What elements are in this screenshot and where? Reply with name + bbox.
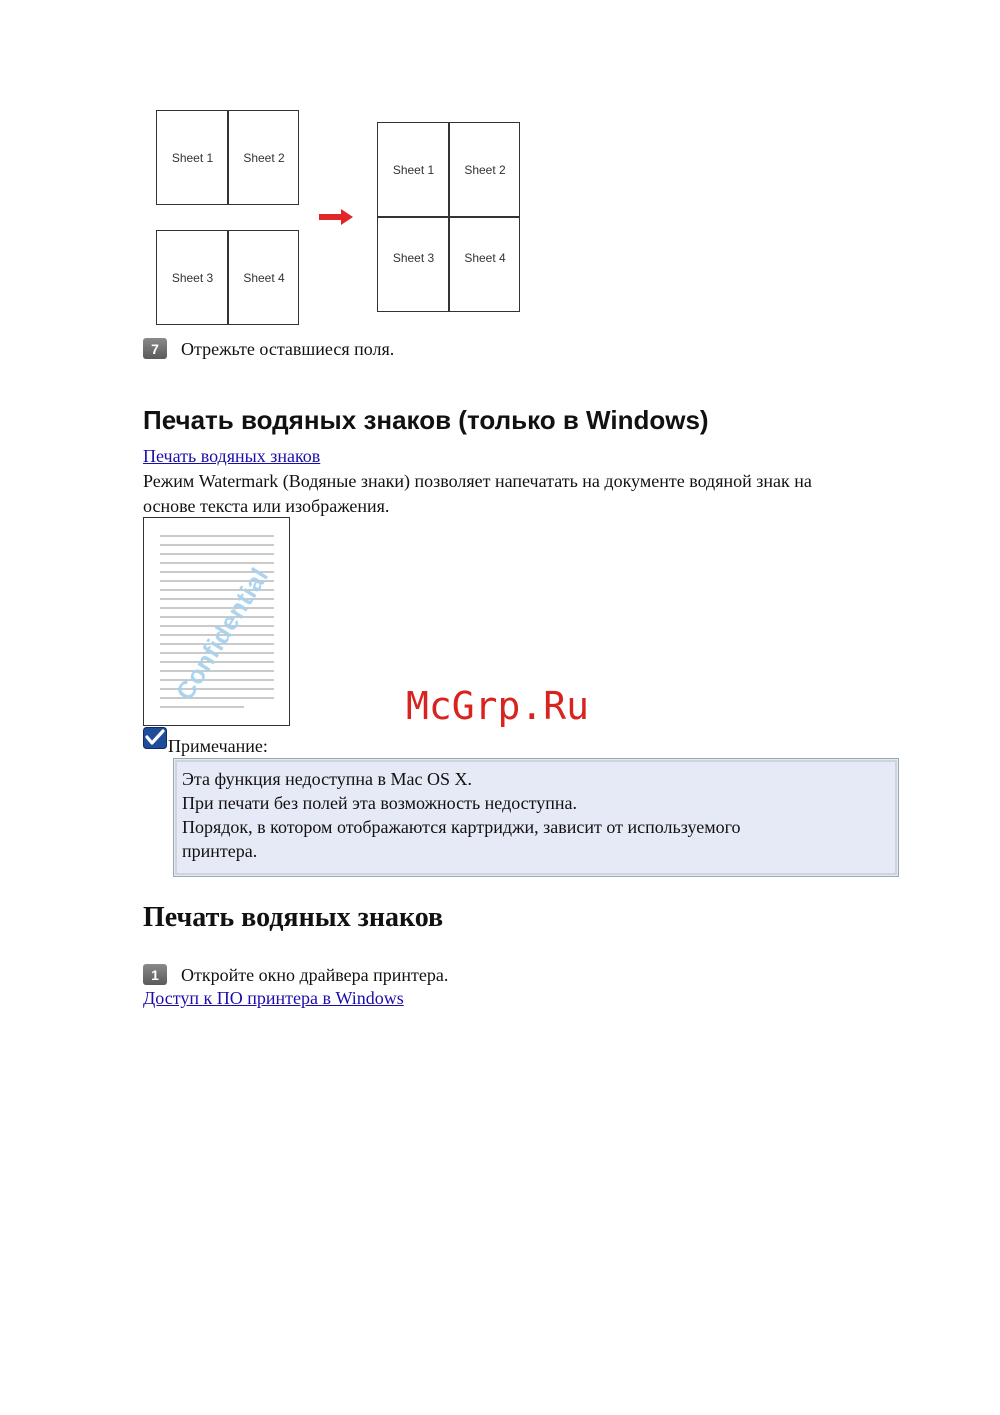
watermark-illustration <box>143 517 290 726</box>
step-number-badge: 1 <box>143 964 167 985</box>
sheet-label: Sheet 1 <box>392 163 435 177</box>
sheet-label: Sheet 2 <box>464 163 506 177</box>
printer-software-access-link[interactable]: Доступ к ПО принтера в Windows <box>143 988 404 1008</box>
sheet-label: Sheet 3 <box>392 251 435 265</box>
site-watermark: McGrp.Ru <box>406 684 590 728</box>
note-line: При печати без полей эта возможность недоступна. <box>182 793 578 813</box>
checkmark-note-icon <box>143 727 167 749</box>
sheet-label: Sheet 4 <box>464 251 506 265</box>
paragraph-line: Режим Watermark (Водяные знаки) позволяет напечатать на документе водяной знак на <box>143 471 812 491</box>
left-sheets-bottom <box>156 230 299 325</box>
note-label: Примечание: <box>168 736 268 756</box>
sheet-label: Sheet 1 <box>171 150 214 165</box>
step-number-badge: 7 <box>143 338 167 359</box>
note-box <box>173 758 899 877</box>
paragraph-line: основе текста или изображения. <box>143 496 390 516</box>
confidential-watermark-text: Confidential <box>170 563 275 706</box>
note-line: принтера. <box>182 841 258 861</box>
watermark-help-link[interactable]: Печать водяных знаков <box>143 446 321 466</box>
section-heading: Печать водяных знаков (только в Windows) <box>143 405 709 435</box>
combined-sheets <box>377 122 520 312</box>
sheet-divider <box>378 216 519 218</box>
step-text: Отрежьте оставшиеся поля. <box>181 339 395 359</box>
section-heading: Печать водяных знаков <box>143 902 444 933</box>
sheet-label: Sheet 2 <box>243 150 285 165</box>
left-sheets-top <box>156 110 299 205</box>
arrow-right-icon <box>319 207 355 227</box>
note-line: Порядок, в котором отображаются картриджи, зависит от используемого <box>182 817 741 837</box>
note-line: Эта функция недоступна в Mac OS X. <box>182 769 472 789</box>
sheet-label: Sheet 3 <box>171 270 214 285</box>
step-text: Откройте окно драйвера принтера. <box>181 965 449 985</box>
sheet-label: Sheet 4 <box>243 270 285 285</box>
